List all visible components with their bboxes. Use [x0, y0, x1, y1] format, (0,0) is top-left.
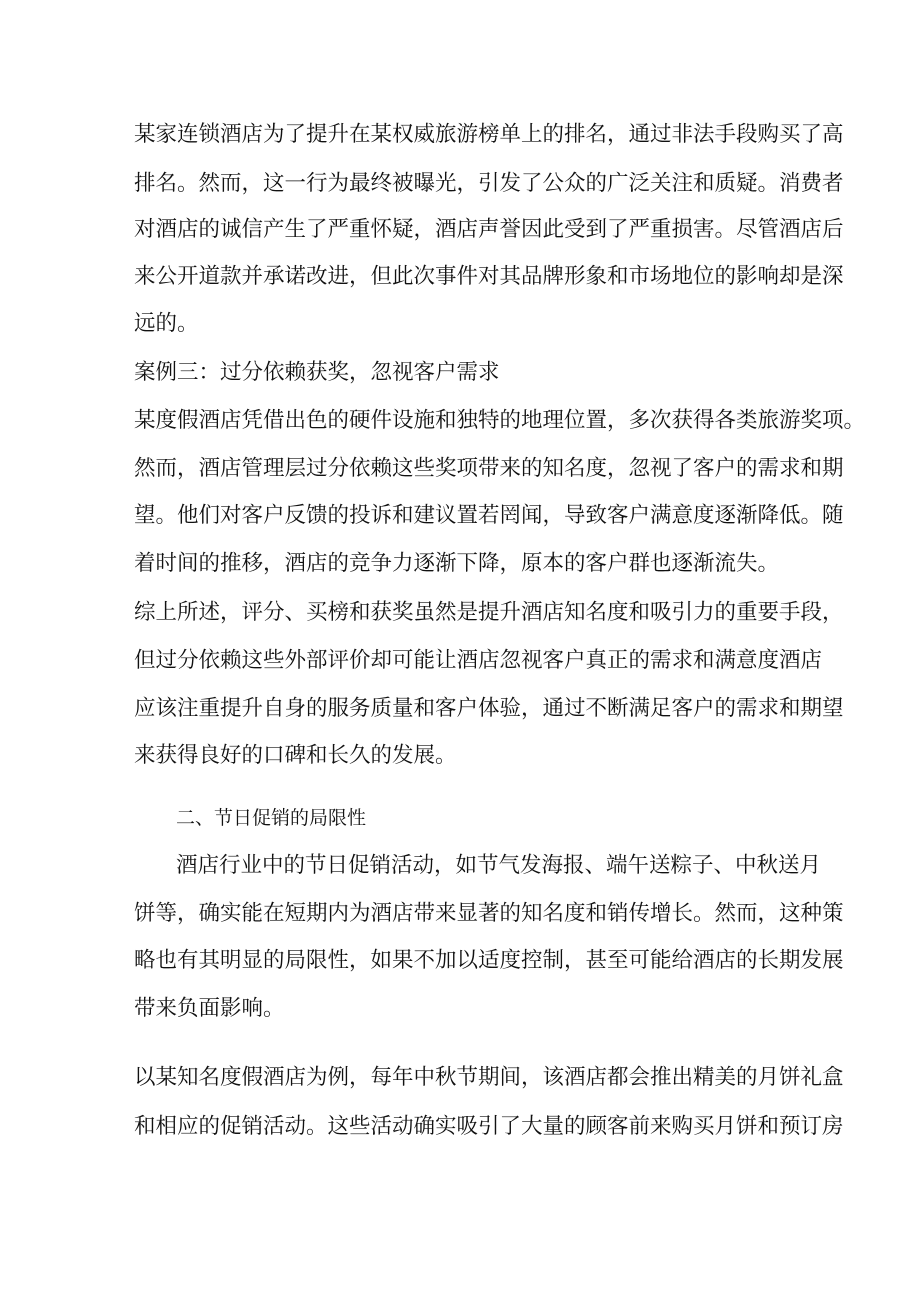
paragraph-line: 排名。然而，这一行为最终被曝光，引发了公众的广泛关注和质疑。消费者 — [134, 171, 844, 196]
paragraph-line: 某度假酒店凭借出色的硬件设施和独特的地理位置，多次获得各类旅游奖项。 — [134, 408, 866, 433]
case-heading: 案例三：过分依赖获奖，忽视客户需求 — [134, 360, 500, 385]
paragraph-line: 着时间的推移，酒店的竞争力逐渐下降，原本的客户群也逐渐流失。 — [134, 551, 780, 576]
paragraph-line: 望。他们对客户反馈的投诉和建议置若罔闻，导致客户满意度逐渐降低。随 — [134, 503, 844, 528]
paragraph-line: 某家连锁酒店为了提升在某权威旅游榜单上的排名，通过非法手段购买了高 — [134, 122, 844, 147]
paragraph-line: 来公开道款并承诺改进，但此次事件对其品牌形象和市场地位的影响却是深 — [134, 264, 844, 289]
paragraph-line: 综上所述，评分、买榜和获奖虽然是提升酒店知名度和吸引力的重要手段， — [134, 600, 844, 625]
paragraph-line: 带来负面影响。 — [134, 996, 285, 1021]
section-heading: 二、节日促销的局限性 — [176, 807, 367, 829]
paragraph-line: 略也有其明显的局限性，如果不加以适度控制，甚至可能给酒店的长期发展 — [134, 948, 844, 973]
paragraph-line: 然而，酒店管理层过分依赖这些奖项带来的知名度，忽视了客户的需求和期 — [134, 456, 844, 481]
paragraph-line: 来获得良好的口碑和长久的发展。 — [134, 743, 457, 768]
paragraph-line: 饼等，确实能在短期内为酒店带来显著的知名度和销传增长。然而，这种策 — [134, 901, 844, 926]
paragraph-line: 和相应的促销活动。这些活动确实吸引了大量的顾客前来购买月饼和预订房 — [134, 1114, 844, 1139]
paragraph-line: 酒店行业中的节日促销活动，如节气发海报、端午送粽子、中秋送月 — [176, 853, 822, 878]
paragraph-line: 但过分依赖这些外部评价却可能让酒店忽视客户真正的需求和满意度酒店 — [134, 648, 823, 673]
paragraph-line: 以某知名度假酒店为例，每年中秋节期间，该酒店都会推出精美的月饼礼盒 — [134, 1065, 844, 1090]
paragraph-line: 应该注重提升自身的服务质量和客户体验，通过不断满足客户的需求和期望 — [134, 696, 844, 721]
paragraph-line: 远的。 — [134, 311, 199, 336]
paragraph-line: 对酒店的诚信产生了严重怀疑，酒店声誉因此受到了严重损害。尽管酒店后 — [134, 217, 844, 242]
